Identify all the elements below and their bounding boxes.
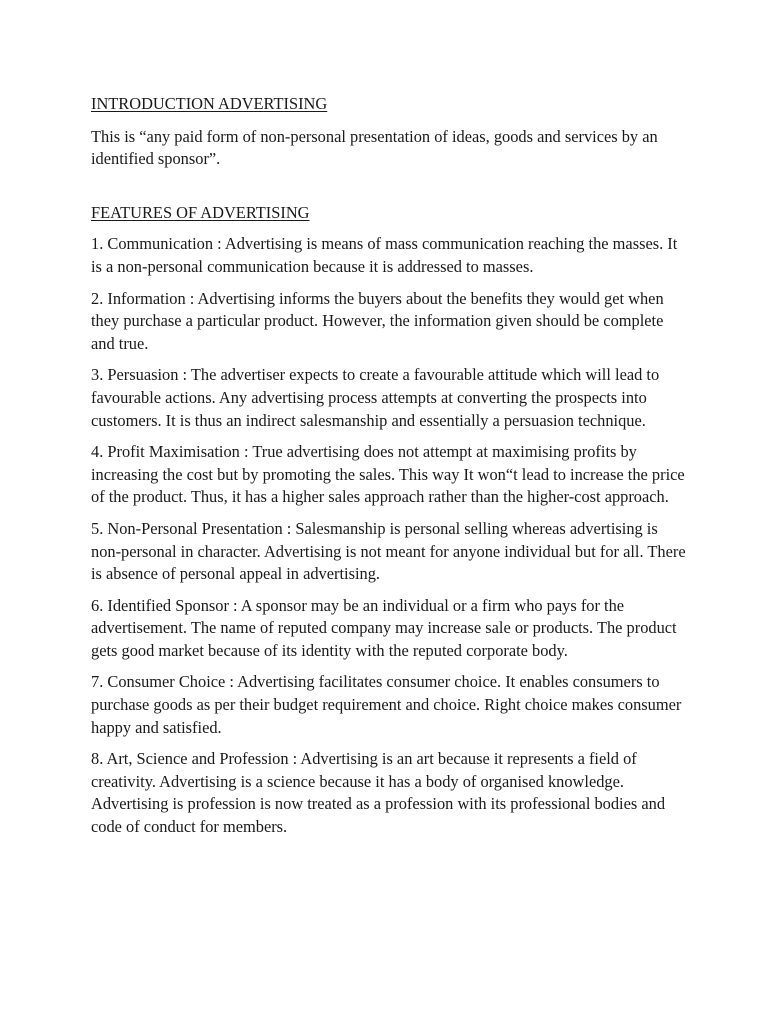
intro-heading: INTRODUCTION ADVERTISING (91, 94, 328, 113)
feature-item-information: 2. Information : Advertising informs the buyers about the benefits they would get when they purchase a particular product. However, the information given should be complete and true. (91, 288, 664, 353)
feature-item-communication: 1. Communication : Advertising is means of mass communication reaching the masses. It is a non-personal communication because it is addressed to masses. (91, 234, 678, 276)
feature-item-consumer-choice: 7. Consumer Choice : Advertising facilitates consumer choice. It enables consumers to purchase goods as per their budget requirement and choice. Right choice makes consumer happy and satisfied. (91, 672, 682, 737)
feature-item-art-science-profession: 8. Art, Science and Profession : Advertising is an art because it represents a field of creativity. Advertising is a science because it has a body of organised knowledge. Advertising is profession is now treated as a profession with its professional bodies and code of conduct for members. (91, 749, 666, 837)
document-page (91, 93, 691, 848)
feature-item-profit-maximisation: 4. Profit Maximisation : True advertising does not attempt at maximising profits by increasing the cost but by promoting the sales. This way It won“t lead to increase the price of the product. Thus, it has a higher sales approach rather than the higher-cost approach. (91, 442, 685, 507)
intro-paragraph: This is “any paid form of non-personal presentation of ideas, goods and services by an identified sponsor”. (91, 126, 658, 169)
feature-item-persuasion: 3. Persuasion : The advertiser expects to create a favourable attitude which will lead to favourable actions. Any advertising process attempts at converting the prospects into customers. It is thus an indirect salesmanship and essentially a persuasion technique. (91, 365, 660, 430)
feature-item-non-personal-presentation: 5. Non-Personal Presentation : Salesmanship is personal selling whereas advertising is non-personal in character. Advertising is not meant for anyone individual but for all. There is absence of personal appeal in advertising. (91, 518, 686, 584)
features-heading: FEATURES OF ADVERTISING (91, 202, 310, 222)
feature-item-identified-sponsor: 6. Identified Sponsor : A sponsor may be an individual or a firm who pays for the advertisement. The name of reputed company may increase sale or products. The product gets good market because of its identity with the reputed corporate body. (91, 595, 677, 660)
